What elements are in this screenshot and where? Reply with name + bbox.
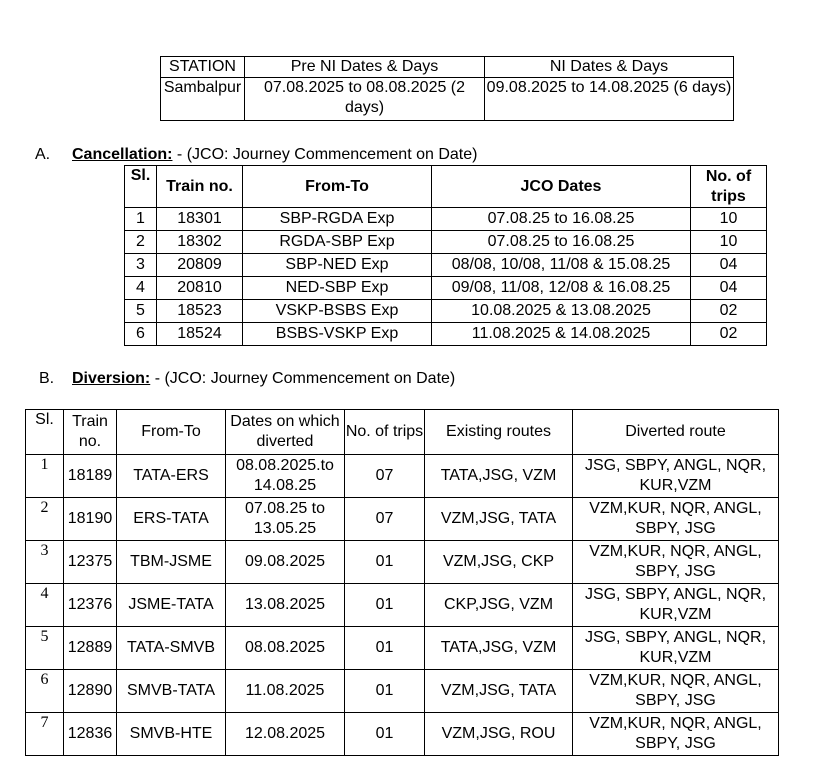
train-no-cell: 20810 xyxy=(157,277,243,300)
trips-cell: 01 xyxy=(345,670,425,713)
table-row xyxy=(125,208,767,231)
section-b-title: Diversion: xyxy=(72,370,151,387)
from-to-cell: NED-SBP Exp xyxy=(243,277,432,300)
jco-dates-cell: 08/08, 10/08, 11/08 & 15.08.25 xyxy=(432,254,691,277)
train-no-cell: 18302 xyxy=(157,231,243,254)
trips-cell: 10 xyxy=(691,208,767,231)
table-row xyxy=(26,498,779,541)
station-header-cell: STATION xyxy=(161,57,245,78)
trips-cell: 04 xyxy=(691,277,767,300)
jco-dates-cell: 09/08, 11/08, 12/08 & 16.08.25 xyxy=(432,277,691,300)
section-a-subtitle: - (JCO: Journey Commencement on Date) xyxy=(172,146,478,163)
diverted-route-cell: JSG, SBPY, ANGL, NQR, KUR,VZM xyxy=(573,455,779,498)
station-table xyxy=(160,56,734,121)
diverted-dates-cell: 07.08.25 to 13.05.25 xyxy=(226,498,345,541)
cancellation-header-train: Train no. xyxy=(157,166,243,208)
cancellation-header-row xyxy=(125,166,767,208)
sl-cell: 7 xyxy=(26,713,64,756)
train-no-cell: 12375 xyxy=(64,541,117,584)
diversion-header-dates: Dates on which diverted xyxy=(226,410,345,455)
from-to-cell: ERS-TATA xyxy=(117,498,226,541)
section-a-title: Cancellation: xyxy=(72,146,173,163)
from-to-cell: VSKP-BSBS Exp xyxy=(243,300,432,323)
trips-cell: 01 xyxy=(345,713,425,756)
sl-cell: 4 xyxy=(26,584,64,627)
diverted-dates-cell: 13.08.2025 xyxy=(226,584,345,627)
ni-header-cell: NI Dates & Days xyxy=(485,57,734,78)
train-no-cell: 18190 xyxy=(64,498,117,541)
existing-route-cell: TATA,JSG, VZM xyxy=(425,627,573,670)
cancellation-header-sl: Sl. xyxy=(125,166,157,208)
diversion-header-fromto: From-To xyxy=(117,410,226,455)
train-no-cell: 12890 xyxy=(64,670,117,713)
sl-cell: 6 xyxy=(125,323,157,346)
diverted-route-cell: JSG, SBPY, ANGL, NQR, KUR,VZM xyxy=(573,627,779,670)
sl-cell: 4 xyxy=(125,277,157,300)
diverted-route-cell: VZM,KUR, NQR, ANGL, SBPY, JSG xyxy=(573,670,779,713)
from-to-cell: RGDA-SBP Exp xyxy=(243,231,432,254)
diverted-dates-cell: 08.08.2025 xyxy=(226,627,345,670)
existing-route-cell: VZM,JSG, CKP xyxy=(425,541,573,584)
sl-cell: 2 xyxy=(125,231,157,254)
trips-cell: 07 xyxy=(345,498,425,541)
existing-route-cell: VZM,JSG, ROU xyxy=(425,713,573,756)
table-row xyxy=(26,541,779,584)
from-to-cell: TBM-JSME xyxy=(117,541,226,584)
diverted-dates-cell: 12.08.2025 xyxy=(226,713,345,756)
from-to-cell: BSBS-VSKP Exp xyxy=(243,323,432,346)
sl-cell: 3 xyxy=(26,541,64,584)
from-to-cell: JSME-TATA xyxy=(117,584,226,627)
diversion-header-row xyxy=(26,410,779,455)
train-no-cell: 12889 xyxy=(64,627,117,670)
section-b-subtitle: - (JCO: Journey Commencement on Date) xyxy=(150,370,456,387)
cancellation-body xyxy=(125,208,767,346)
trips-cell: 01 xyxy=(345,541,425,584)
table-row xyxy=(26,713,779,756)
diversion-header-existing: Existing routes xyxy=(425,410,573,455)
section-a-letter: A. xyxy=(35,146,51,163)
trips-cell: 02 xyxy=(691,300,767,323)
existing-route-cell: VZM,JSG, TATA xyxy=(425,670,573,713)
trips-cell: 04 xyxy=(691,254,767,277)
from-to-cell: TATA-ERS xyxy=(117,455,226,498)
diversion-table xyxy=(25,409,779,756)
section-b-letter: B. xyxy=(39,370,55,387)
sl-cell: 5 xyxy=(26,627,64,670)
table-row xyxy=(125,300,767,323)
table-row xyxy=(26,455,779,498)
station-row xyxy=(161,78,734,121)
diverted-route-cell: VZM,KUR, NQR, ANGL, SBPY, JSG xyxy=(573,713,779,756)
cancellation-table xyxy=(124,165,767,346)
sl-cell: 2 xyxy=(26,498,64,541)
table-row xyxy=(125,231,767,254)
existing-route-cell: TATA,JSG, VZM xyxy=(425,455,573,498)
train-no-cell: 12836 xyxy=(64,713,117,756)
diverted-dates-cell: 11.08.2025 xyxy=(226,670,345,713)
table-row xyxy=(125,277,767,300)
existing-route-cell: CKP,JSG, VZM xyxy=(425,584,573,627)
from-to-cell: SMVB-HTE xyxy=(117,713,226,756)
trips-cell: 07 xyxy=(345,455,425,498)
diversion-body xyxy=(26,455,779,756)
from-to-cell: SBP-NED Exp xyxy=(243,254,432,277)
pre-ni-header-cell: Pre NI Dates & Days xyxy=(245,57,485,78)
ni-dates-cell: 09.08.2025 to 14.08.2025 (6 days) xyxy=(485,78,734,121)
diverted-dates-cell: 09.08.2025 xyxy=(226,541,345,584)
train-no-cell: 18523 xyxy=(157,300,243,323)
diversion-header-sl: Sl. xyxy=(26,410,64,455)
cancellation-header-fromto: From-To xyxy=(243,166,432,208)
diverted-route-cell: VZM,KUR, NQR, ANGL, SBPY, JSG xyxy=(573,541,779,584)
diverted-route-cell: JSG, SBPY, ANGL, NQR, KUR,VZM xyxy=(573,584,779,627)
existing-route-cell: VZM,JSG, TATA xyxy=(425,498,573,541)
station-header-row xyxy=(161,57,734,78)
table-row xyxy=(125,323,767,346)
table-row xyxy=(26,627,779,670)
trips-cell: 02 xyxy=(691,323,767,346)
cancellation-header-trips: No. of trips xyxy=(691,166,767,208)
from-to-cell: TATA-SMVB xyxy=(117,627,226,670)
jco-dates-cell: 11.08.2025 & 14.08.2025 xyxy=(432,323,691,346)
train-no-cell: 18301 xyxy=(157,208,243,231)
diverted-dates-cell: 08.08.2025.to 14.08.25 xyxy=(226,455,345,498)
table-row xyxy=(125,254,767,277)
from-to-cell: SBP-RGDA Exp xyxy=(243,208,432,231)
sl-cell: 3 xyxy=(125,254,157,277)
train-no-cell: 12376 xyxy=(64,584,117,627)
pre-ni-dates-cell: 07.08.2025 to 08.08.2025 (2 days) xyxy=(245,78,485,121)
sl-cell: 1 xyxy=(125,208,157,231)
diverted-route-cell: VZM,KUR, NQR, ANGL, SBPY, JSG xyxy=(573,498,779,541)
trips-cell: 01 xyxy=(345,584,425,627)
train-no-cell: 18189 xyxy=(64,455,117,498)
cancellation-header-jco: JCO Dates xyxy=(432,166,691,208)
diversion-header-train: Train no. xyxy=(64,410,117,455)
diversion-header-trips: No. of trips xyxy=(345,410,425,455)
jco-dates-cell: 07.08.25 to 16.08.25 xyxy=(432,208,691,231)
station-name-cell: Sambalpur xyxy=(161,78,245,121)
diversion-header-diverted: Diverted route xyxy=(573,410,779,455)
trips-cell: 10 xyxy=(691,231,767,254)
jco-dates-cell: 10.08.2025 & 13.08.2025 xyxy=(432,300,691,323)
trips-cell: 01 xyxy=(345,627,425,670)
sl-cell: 6 xyxy=(26,670,64,713)
table-row xyxy=(26,584,779,627)
sl-cell: 1 xyxy=(26,455,64,498)
train-no-cell: 18524 xyxy=(157,323,243,346)
table-row xyxy=(26,670,779,713)
jco-dates-cell: 07.08.25 to 16.08.25 xyxy=(432,231,691,254)
from-to-cell: SMVB-TATA xyxy=(117,670,226,713)
sl-cell: 5 xyxy=(125,300,157,323)
train-no-cell: 20809 xyxy=(157,254,243,277)
